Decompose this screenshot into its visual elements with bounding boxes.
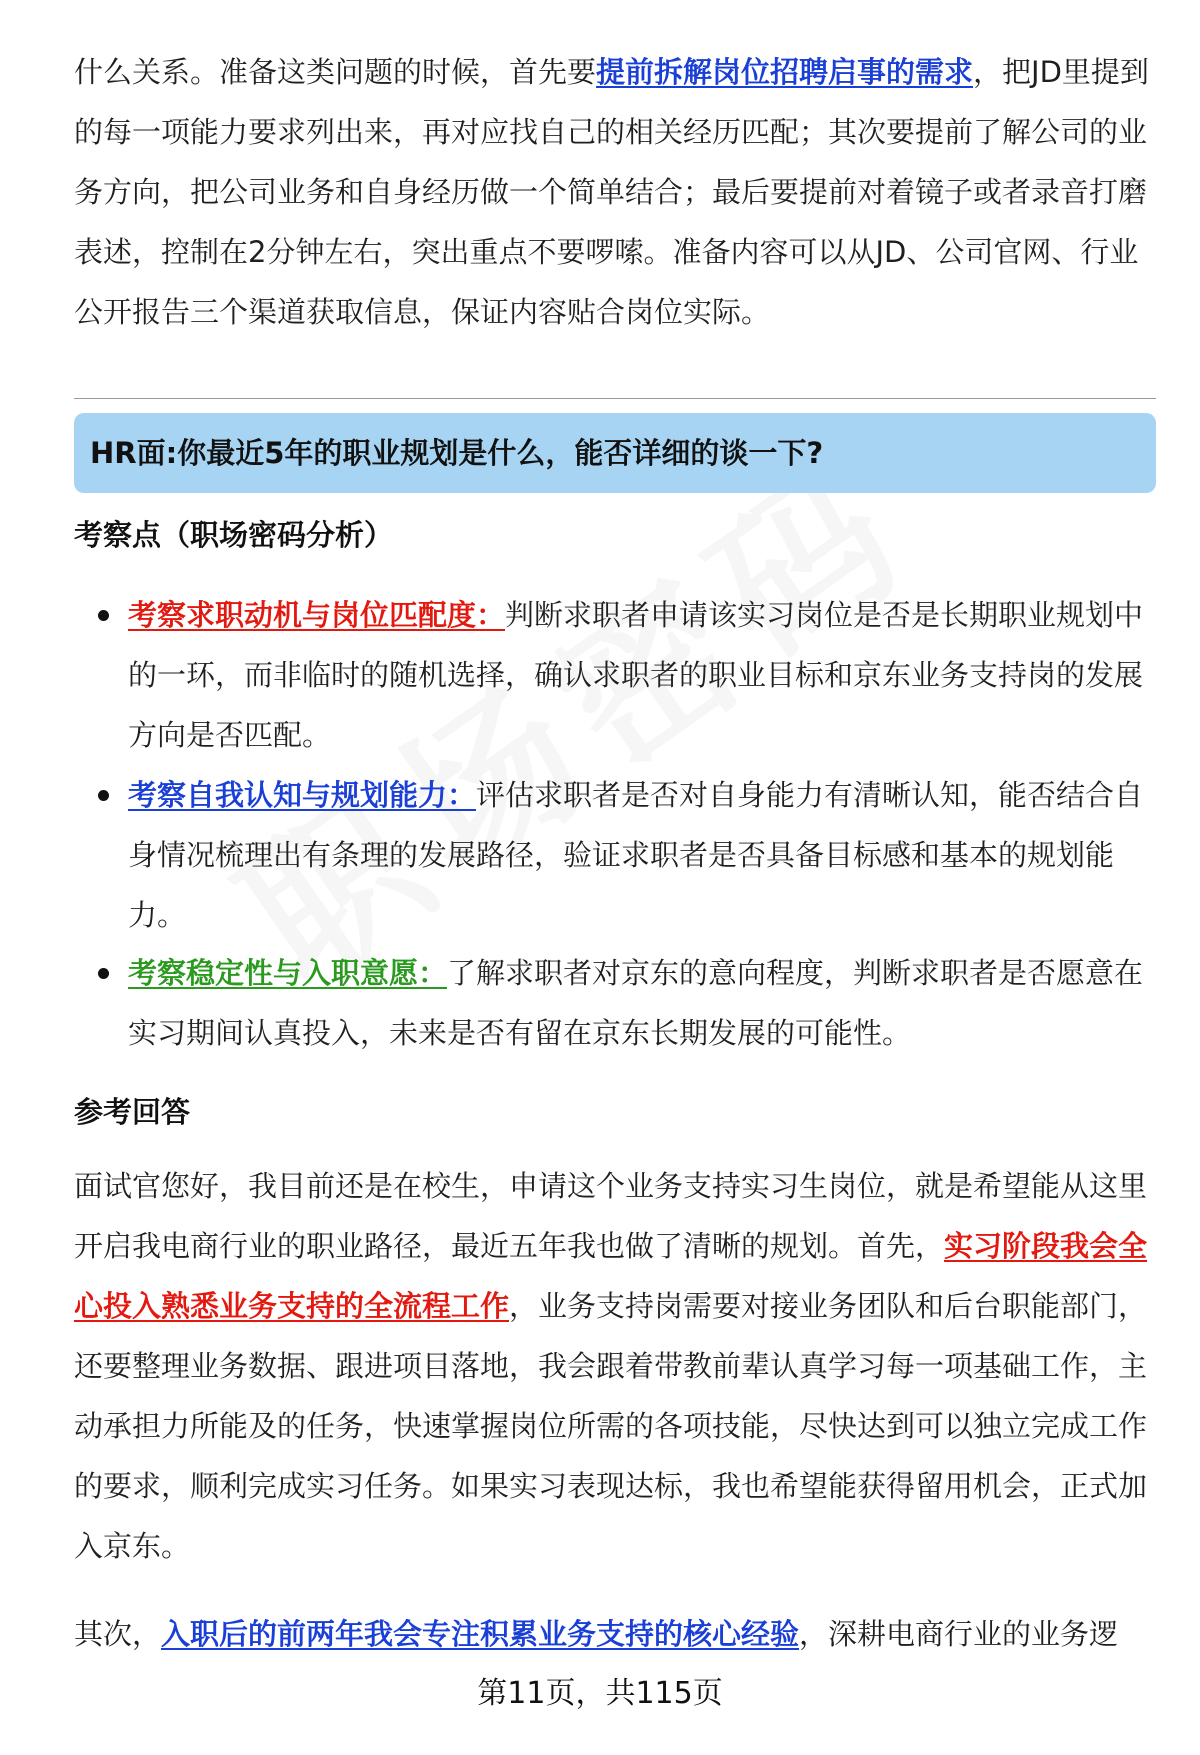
point-item-3: [128, 943, 1158, 1063]
intro-paragraph: [74, 42, 1158, 342]
bullet-dot-2: [98, 790, 109, 801]
page-number: 第11页，共115页: [477, 1676, 723, 1711]
answer2-text-post: ，深耕电商行业的业务逻: [799, 1617, 1119, 1651]
point-label-2: 考察自我认知与规划能力：: [128, 778, 477, 812]
points-heading: 考察点（职场密码分析）: [74, 518, 394, 552]
intro-text-pre: 什么关系。准备这类问题的时候，首先要: [74, 55, 597, 89]
point-text-3: 了解求职者对京东的意向程度，判断求职者是否愿意在实习期间认真投入，未来是否有留在京东长期发展的可能性。: [128, 956, 1144, 1050]
answer1-text-post: ，业务支持岗需要对接业务团队和后台职能部门，还要整理业务数据、跟进项目落地，我会跟着带教前辈认真学习每一项基础工作，主动承担力所能及的任务，快速掌握岗位所需的各项技能，尽快达到可以独立完成工作的要求，顺利完成实习任务。如果实习表现达标，我也希望能获得留用机会，正式加入京东。: [74, 1289, 1148, 1563]
answer-paragraph-2: [74, 1604, 1158, 1664]
point-label-1: 考察求职动机与岗位匹配度：: [128, 598, 506, 632]
answer-paragraph-1: [74, 1156, 1158, 1576]
answer-heading: 参考回答: [74, 1095, 191, 1129]
bullet-dot-3: [98, 968, 109, 979]
section-divider: [74, 398, 1156, 399]
intro-highlight: 提前拆解岗位招聘启事的需求: [596, 55, 974, 89]
answer2-highlight: 入职后的前两年我会专注积累业务支持的核心经验: [161, 1617, 800, 1651]
intro-text-post: ，把JD里提到的每一项能力要求列出来，再对应找自己的相关经历匹配；其次要提前了解公司的业务方向，把公司业务和自身经历做一个简单结合；最后要提前对着镜子或者录音打磨表述，控制在2分钟左右，突出重点不要啰嗦。准备内容可以从JD、公司官网、行业公开报告三个渠道获取信息，保证内容贴合岗位实际。: [74, 55, 1149, 329]
bullet-dot-1: [98, 610, 109, 621]
answer1-highlight: 实习阶段我会全心投入熟悉业务支持的全流程工作: [74, 1229, 1148, 1323]
answer1-text-pre: 面试官您好，我目前还是在校生，申请这个业务支持实习生岗位，就是希望能从这里开启我电商行业的职业路径，最近五年我也做了清晰的规划。首先，: [74, 1169, 1148, 1263]
point-item-2: [128, 765, 1158, 945]
question-box: HR面:你最近5年的职业规划是什么，能否详细的谈一下?: [74, 413, 1156, 493]
answer2-text-pre: 其次，: [74, 1617, 162, 1651]
point-label-3: 考察稳定性与入职意愿：: [128, 956, 448, 990]
point-text-2: 评估求职者是否对自身能力有清晰认知，能否结合自身情况梳理出有条理的发展路径，验证求职者是否具备目标感和基本的规划能力。: [128, 778, 1144, 932]
point-item-1: [128, 585, 1158, 765]
point-text-1: 判断求职者申请该实习岗位是否是长期职业规划中的一环，而非临时的随机选择，确认求职者的职业目标和京东业务支持岗的发展方向是否匹配。: [128, 598, 1144, 752]
